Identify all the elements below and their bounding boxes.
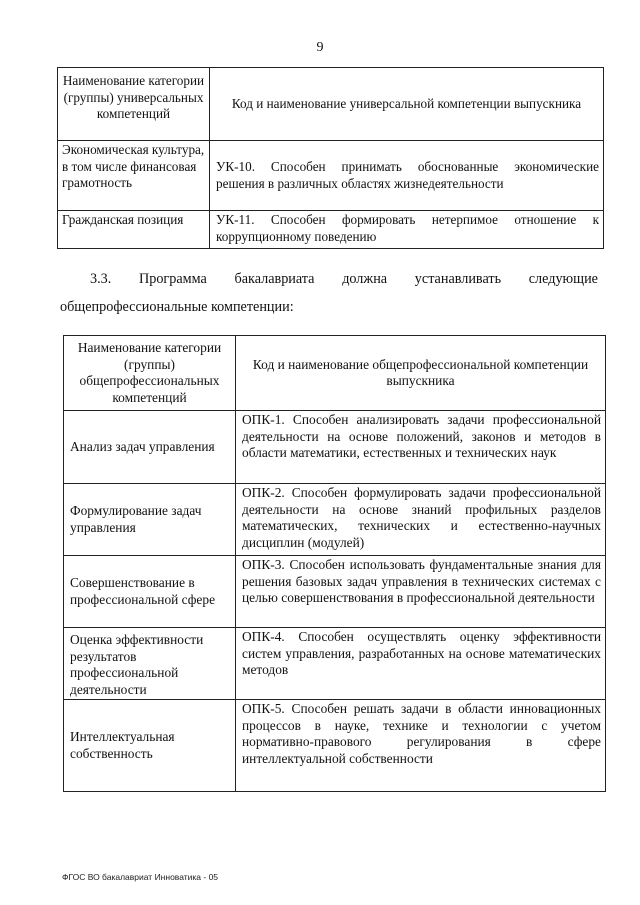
table-row xyxy=(64,556,606,628)
universal-competencies-table xyxy=(57,67,604,249)
category-cell: Формулирование задач управления xyxy=(64,484,236,556)
section-paragraph xyxy=(60,265,598,321)
table-row xyxy=(64,411,606,484)
paragraph-line xyxy=(90,265,598,293)
table-row xyxy=(58,211,604,249)
table-row xyxy=(64,484,606,556)
table-row xyxy=(64,628,606,700)
paragraph-word: бакалавриата xyxy=(234,271,315,287)
paragraph-continuation: общепрофессиональные компетенции: xyxy=(60,299,294,315)
category-cell: Совершенствование в профессиональной сфере xyxy=(64,556,236,628)
table-row xyxy=(64,700,606,792)
competence-cell: ОПК-5. Способен решать задачи в области инновационных процессов в науке, технике и технологии с учетом нормативно-правового регулирования в сфере интеллектуальной собственности xyxy=(236,700,606,792)
paragraph-word: следующие xyxy=(528,271,598,287)
paragraph-word: должна xyxy=(342,271,388,287)
section-number: 3.3. xyxy=(90,271,112,287)
category-cell: Интеллектуальная собственность xyxy=(64,700,236,792)
competence-cell: ОПК-3. Способен использовать фундаментальные знания для решения базовых задач управления в технических системах с целью совершенствования в профессиональной деятельности xyxy=(236,556,606,628)
header-code-cell: Код и наименование общепрофессиональной компетенции выпускника xyxy=(236,336,606,411)
category-cell: Гражданская позиция xyxy=(58,211,210,249)
paragraph-word: устанавливать xyxy=(414,271,502,287)
competence-cell: ОПК-1. Способен анализировать задачи профессиональной деятельности на основе положений, законов и методов в области математики, естественных и технических наук xyxy=(236,411,606,484)
category-cell: Экономическая культура, в том числе финансовая грамотность xyxy=(58,141,210,211)
paragraph-word: Программа xyxy=(138,271,207,287)
general-professional-competencies-table xyxy=(63,335,606,792)
category-cell: Анализ задач управления xyxy=(64,411,236,484)
competence-cell: УК-11. Способен формировать нетерпимое отношение к коррупционному поведению xyxy=(210,211,604,249)
page-number: 9 xyxy=(316,40,324,55)
table-header-row xyxy=(64,336,606,411)
footer-text: ФГОС ВО бакалавриат Инноватика - 05 xyxy=(62,872,219,882)
table-row xyxy=(58,141,604,211)
competence-cell: ОПК-2. Способен формулировать задачи профессиональной деятельности на основе знаний профильных разделов математических, технических и естественно-научных дисциплин (модулей) xyxy=(236,484,606,556)
competence-cell: ОПК-4. Способен осуществлять оценку эффективности систем управления, разработанных на основе математических методов xyxy=(236,628,606,700)
header-code-cell: Код и наименование универсальной компетенции выпускника xyxy=(210,68,604,141)
category-cell: Оценка эффективности результатов профессиональной деятельности xyxy=(64,628,236,700)
header-category-cell: Наименование категории (группы) общепрофессиональных компетенций xyxy=(64,336,236,411)
table-header-row xyxy=(58,68,604,141)
header-category-cell: Наименование категории (группы) универсальных компетенций xyxy=(58,68,210,141)
competence-cell: УК-10. Способен принимать обоснованные экономические решения в различных областях жизнедеятельности xyxy=(210,141,604,211)
